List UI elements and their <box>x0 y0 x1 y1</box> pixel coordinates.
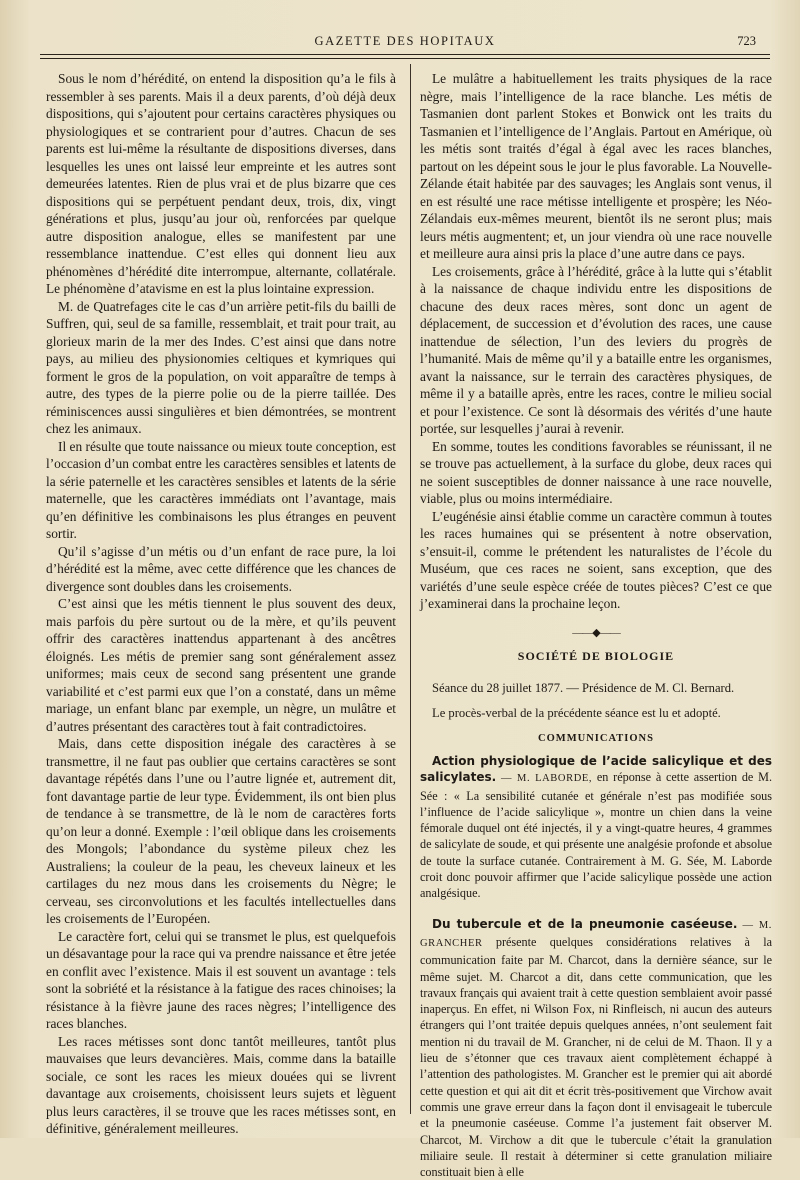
communication-note <box>420 753 772 902</box>
paragraph: Il en résulte que toute naissance ou mieux toute conception, est l’occasion d’un combat entre les caractères sensibles et latents de la série paternelle et les caractères sensibles et latents de la série maternelle, que les caractères immédiats ont l’avantage, mais qu’en définitive les combinaisons les plus étranges en peuvent sortir. <box>46 438 397 541</box>
note-author: — M. GRANCHER <box>420 919 772 949</box>
page-header <box>40 34 770 54</box>
paragraph: Mais, dans cette disposition inégale des caractères à se transmettre, il ne faut pas oublier que certains caractères se sont davantage répétés dans l’une ou l’autre lignée et, autrement dit, font davantage partie de leur type. Évidemment, ils ont bien plus de tendance à se transmettre, de là le nom de caractères forts qu’on leur a donné. Exemple : l’œil oblique dans les croisements des Mongols; l’abondance du système pileux chez les Australiens; la couleur de la peau, les cheveux laineux et les cartilages du nez mous dans les croisements du Nègre; le cerveau, ses circonvolutions et les facultés intellectuelles dans les croisements de l’Européen. <box>46 736 396 926</box>
note-text: en réponse à cette assertion de M. Sée : « La sensibilité cutanée et générale n’est pas modifiée sous l’influence de l’acide salicylique », montre un chien dans la veine fémorale duquel ont été injectés, il y a vingt-quatre heures, 4 grammes de salicylate de soude, et qui présente une analgésie profonde et absolue de toute la surface cutanée. Contrairement à M. G. Sée, M. Laborde croit donc pouvoir affirmer que l’acide salicylique possède une action analgésique. <box>420 770 772 901</box>
paragraph: M. de Quatrefages cite le cas d’un arrière petit-fils du bailli de Suffren, qui, seul de sa famille, ressemblait, et trait pour trait, au glorieux marin de la mer des Indes. C’est ainsi que dans notre pays, au milieu des physionomies celtiques et kymriques qui forment le gros de la population, on voit apparaître de temps à autre, des types de la pierre polie ou de la pierre taillée. Des réminiscences aussi singulières et bien démontrées, se montrent chez les animaux. <box>46 298 396 436</box>
section-ornament: ——◆—— <box>572 626 620 639</box>
note-text: présente quelques considérations relatives à la communication faite par M. Charcot, dans la dernière séance, sur le même sujet. M. Charcot a dit, dans cette communication, que les travaux français qui avaient trait à cette question semblaient avoir passé inaperçus. En effet, ni Wilson Fox, ni Rinfleisch, ni aucun des auteurs étrangers qui l’ont traitée depuis quelques années, n’ont seulement fait mention ni du travail de M. Grancher, ni de celui de M. Thaon. Il y a lieu de s’étonner que ces travaux aient complètement échappé à l’attention des pathologistes. M. Grancher est le premier qui ait abordé cette question et qui ait dit et écrit très-positivement que Virchow avait commis une grave erreur dans la façon dont il envisageait le tubercule et la pneumonie caséeuse. Comme l’a justement fait observer M. Charcot, M. Virchow a dit que le tubercule c’était la granulation miliaire seule. Il restait à déterminer si cette granulation miliaire constituait bien à elle <box>420 934 773 1180</box>
note-title: Du tubercule et de la pneumonie caséeuse. <box>432 916 738 931</box>
paragraph: C’est ainsi que les métis tiennent le plus souvent des deux, mais parfois du père surtout ou de la mère, et qu’ils peuvent offrir des caractères inattendus appartenant à des ancêtres éloignés. Les métis de premier sang sont généralement assez uniformes; mais ceux de second sang présentent une grande variabilité et c’est parmi eux que l’on a constaté, dans un même mariage, un enfant blanc par exemple, un nègre, un mulâtre et d’autres présentant des caractères tout à fait contradictoires. <box>46 596 396 734</box>
right-column <box>420 70 772 1180</box>
header-rule-thin <box>40 58 770 59</box>
section-title: SOCIÉTÉ DE BIOLOGIE <box>517 649 675 663</box>
running-title: GAZETTE DES HOPITAUX <box>314 34 496 48</box>
paragraph: En somme, toutes les conditions favorables se réunissant, il ne se trouve pas actuellement, à la surface du globe, deux races qui ne soient susceptibles de donner naissance à une race nouvelle, viable, plus ou moins intermédiaire. <box>420 438 772 506</box>
paragraph: Les croisements, grâce à l’hérédité, grâce à la lutte qui s’établit à la naissance de chaque individu entre les dispositions de chacune des deux races mères, sont donc un agent de déplacement, de succession et d’évolution des races, une cause inattendue de sélection, l’un des leviers du progrès de l’humanité. Mais de même qu’il y a bataille entre les organismes, avant la naissance, sur le terrain des caractères physiques, de même il y a bataille après, entre les races, contre le milieu social et pour l’existence. Ce sont là désormais des vérités d’une haute portée, sur lesquelles j’aurai à revenir. <box>420 263 772 436</box>
paragraph: L’eugénésie ainsi établie comme un caractère commun à toutes les races humaines qui se présentent à notre observation, s’ensuit-il, comme le prétendent les naturalistes de l’école du Muséum, que ces races ne soient, sans exception, que des variétés d’une seule espèce créée de toutes pièces? C’est ce que j’examinerai dans la prochaine leçon. <box>420 508 772 611</box>
page-number: 723 <box>737 34 756 48</box>
left-column <box>46 70 396 1138</box>
note-title: Action physiologique de l’acide salicylique et des salicylates. <box>420 754 772 785</box>
communication-note <box>420 916 772 1180</box>
paragraph: Sous le nom d’hérédité, on entend la disposition qu’a le fils à ressembler à ses parents. Mais il a deux parents, d’où déjà deux dispositions, qui s’ajoutent pour certains caractères physiques ou physiologiques et se contrarient pour d’autres. Chacun de ses parents est lui-même la résultante de dispositions diverses, dans lesquelles les unes ont laissé leur empreinte et les autres sont demeurées latentes. Rien de plus vrai et de plus bizarre que ces dispositions qui se perpétuent pendant deux, trois, dix, vingt générations et plus, jusqu’au jour où, renforcées par quelque autre disposition analogue, elles se manifestent par une ressemblance inattendue. C’est elles qui donnent lieu aux phénomènes d’hérédité dite interrompue, alternante, collatérale. Le phénomène d’atavisme en est la plus lointaine expression. <box>46 71 396 296</box>
column-divider <box>410 64 411 1114</box>
header-rule <box>40 54 770 55</box>
session-line: Séance du 28 juillet 1877. — Présidence de M. Cl. Bernard. <box>432 680 735 695</box>
paragraph: Le mulâtre a habituellement les traits physiques de la race nègre, mais l’intelligence de la race blanche. Les métis de Tasmanien dont parlent Stokes et Bonwick ont les traits du Tasmanien et l’intelligence de l’Anglais. Partout en Amérique, où les métis sont traités d’égal à égal avec les races blanches, partout on les dépeint sous le jour le plus favorable. La Nouvelle-Zélande était habitée par des sauvages; les Anglais sont venus, il en est résulté une race métisse intelligente et prospère; les Néo-Zélandais eux-mêmes meurent, bientôt ils ne seront plus; mais leurs métis augmentent; et, un jour viendra où une race nouvelle et meilleure aura ainsi pris la place d’une autre dans ce pays. <box>420 71 772 261</box>
paragraph: Le caractère fort, celui qui se transmet le plus, est quelquefois un désavantage pour la race qui va prendre naissance et être jetée en conflit avec l’existence. Mais il est souvent un avantage : tels sont la sobriété et la résistance à la fatigue des races chinoises; la résistance à la fièvre jaune des races nègres; l’intelligence des races blanches. <box>46 928 396 1031</box>
paragraph: Qu’il s’agisse d’un métis ou d’un enfant de race pure, la loi d’hérédité est la même, avec cette différence que les chances de divergence sont doubles dans les croisements. <box>46 543 396 594</box>
communications-heading: COMMUNICATIONS <box>538 732 654 744</box>
minutes-line: Le procès-verbal de la précédente séance est lu et adopté. <box>432 705 721 720</box>
paragraph: Les races métisses sont donc tantôt meilleures, tantôt plus mauvaises que leurs devancières. Mais, comme dans la bataille sociale, ce sont les races les mieux douées qui se livrent davantage aux croisements, choisissent leurs sujets et lèguent plus leurs caractères, il se trouve que les races métisses sont, en définitive, généralement meilleures. <box>46 1033 396 1136</box>
note-author: — M. LABORDE, <box>500 773 593 785</box>
